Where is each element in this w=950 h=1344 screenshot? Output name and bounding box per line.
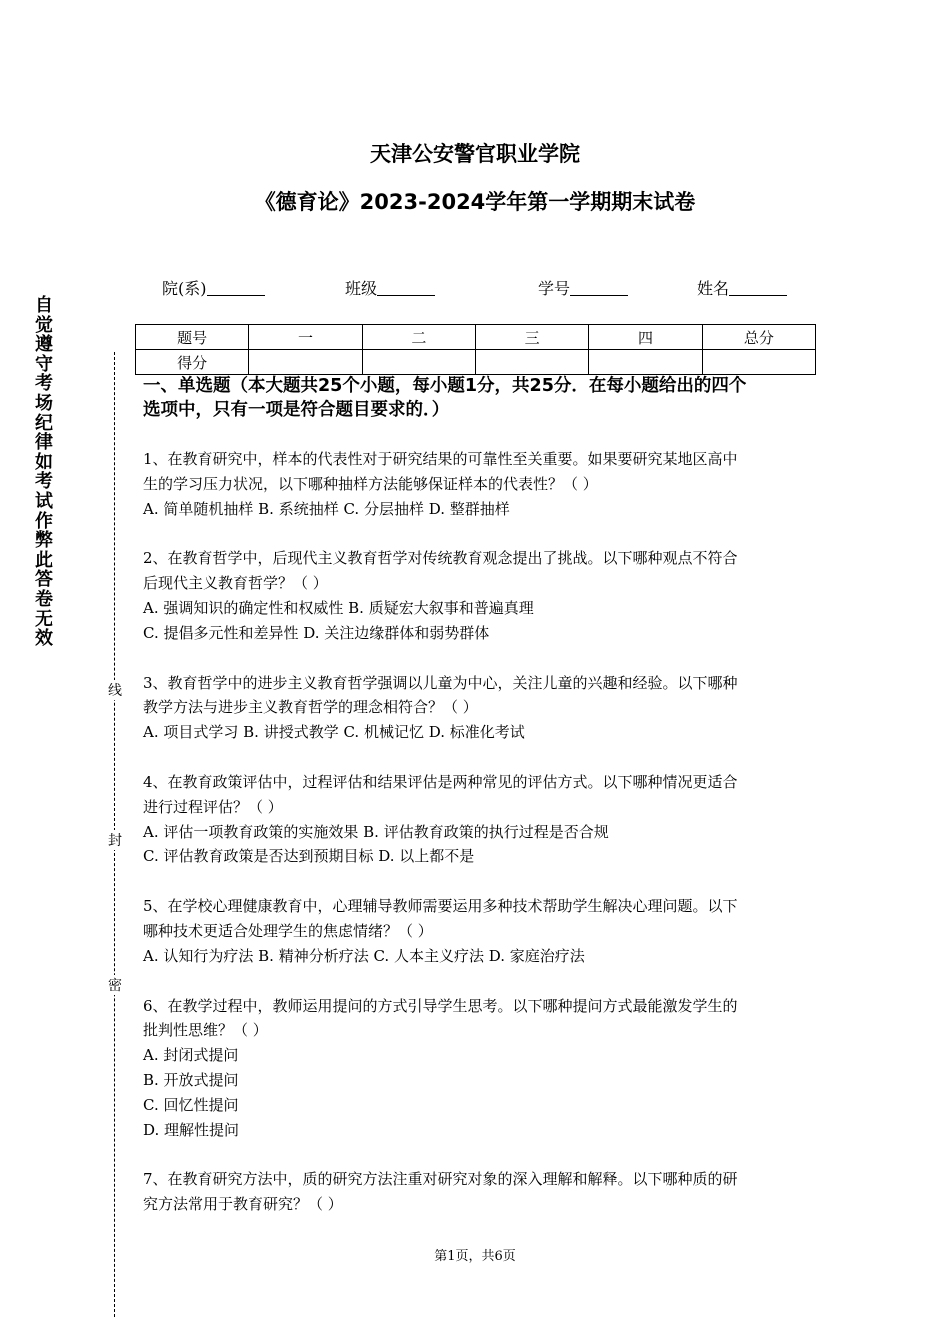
- name-field: [697, 276, 787, 299]
- question-text-line: 4、在教育政策评估中，过程评估和结果评估是两种常见的评估方式。以下哪种情况更适合: [143, 772, 738, 791]
- class-blank: [377, 279, 435, 296]
- score-table: [135, 324, 816, 375]
- question-options: C. 提倡多元性和差异性 D. 关注边缘群体和弱势群体: [143, 623, 490, 642]
- name-label: 姓名: [697, 279, 730, 298]
- question-option: B. 开放式提问: [143, 1070, 239, 1089]
- score-table-cell: 四: [589, 325, 702, 350]
- section-heading-line: 选项中，只有一项是符合题目要求的．）: [143, 400, 450, 420]
- score-table-cell: 题号: [136, 325, 249, 350]
- question-text-line: 3、教育哲学中的进步主义教育哲学强调以儿童为中心，关注儿童的兴趣和经验。以下哪种: [143, 673, 738, 692]
- class-field: [345, 276, 435, 299]
- question-text-line: 究方法常用于教育研究？（ ）: [143, 1195, 343, 1214]
- side-notice: 自觉遵守考场纪律如考试作弊此答卷无效: [35, 295, 53, 650]
- question-option: A. 封闭式提问: [143, 1046, 239, 1065]
- score-table-cell: 一: [249, 325, 362, 350]
- question-text-line: 5、在学校心理健康教育中，心理辅导教师需要运用多种技术帮助学生解决心理问题。以下: [143, 897, 738, 916]
- department-blank: [207, 279, 265, 296]
- question-text-line: 6、在教学过程中，教师运用提问的方式引导学生思考。以下哪种提问方式最能激发学生的: [143, 996, 738, 1015]
- question-2: [143, 546, 815, 645]
- seal-char-secret: 密: [106, 975, 124, 995]
- score-table-cell: 二: [362, 325, 475, 350]
- question-option: C. 回忆性提问: [143, 1095, 239, 1114]
- question-text-line: 2、在教育哲学中，后现代主义教育哲学对传统教育观念提出了挑战。以下哪种观点不符合: [143, 549, 738, 568]
- department-label: 院(系): [162, 279, 207, 298]
- score-cell: [702, 350, 815, 375]
- student-id-label: 学号: [538, 279, 571, 298]
- seal-char-seal: 封: [106, 830, 124, 850]
- question-text-line: 生的学习压力状况，以下哪种抽样方法能够保证样本的代表性？（ ）: [143, 474, 598, 493]
- student-info-row: [0, 276, 950, 300]
- question-text-line: 批判性思维？（ ）: [143, 1021, 268, 1040]
- score-table-score-row: [136, 350, 816, 375]
- question-4: [143, 770, 815, 869]
- question-options: A. 简单随机抽样 B. 系统抽样 C. 分层抽样 D. 整群抽样: [143, 499, 510, 518]
- question-options: A. 评估一项教育政策的实施效果 B. 评估教育政策的执行过程是否合规: [143, 822, 609, 841]
- name-blank: [729, 279, 787, 296]
- student-id-blank: [570, 279, 628, 296]
- question-text-line: 教学方法与进步主义教育哲学的理念相符合？（ ）: [143, 698, 478, 717]
- seal-char-line: 线: [106, 680, 124, 700]
- score-table-cell: 三: [475, 325, 588, 350]
- class-label: 班级: [345, 279, 378, 298]
- exam-title: 《德育论》2023-2024学年第一学期期末试卷: [254, 190, 696, 214]
- score-row-label: 得分: [136, 350, 249, 375]
- section-heading: [143, 374, 815, 422]
- score-table-header-row: [136, 325, 816, 350]
- question-5: [143, 894, 815, 968]
- score-table-cell: 总分: [702, 325, 815, 350]
- question-text-line: 进行过程评估？（ ）: [143, 797, 283, 816]
- question-options: A. 认知行为疗法 B. 精神分析疗法 C. 人本主义疗法 D. 家庭治疗法: [143, 946, 585, 965]
- question-1: [143, 447, 815, 521]
- question-options: A. 项目式学习 B. 讲授式教学 C. 机械记忆 D. 标准化考试: [143, 723, 525, 742]
- question-6: [143, 994, 815, 1143]
- section-heading-line: 一、单选题（本大题共25个小题，每小题1分，共25分．在每小题给出的四个: [143, 376, 747, 396]
- question-3: [143, 671, 815, 745]
- score-cell: [362, 350, 475, 375]
- question-option: D. 理解性提问: [143, 1120, 240, 1139]
- score-cell: [249, 350, 362, 375]
- question-text-line: 7、在教育研究方法中，质的研究方法注重对研究对象的深入理解和解释。以下哪种质的研: [143, 1170, 738, 1189]
- question-options: C. 评估教育政策是否达到预期目标 D. 以上都不是: [143, 847, 475, 866]
- score-cell: [475, 350, 588, 375]
- student-id-field: [538, 276, 628, 299]
- question-text-line: 1、在教育研究中，样本的代表性对于研究结果的可靠性至关重要。如果要研究某地区高中: [143, 450, 738, 468]
- page-number: 第1页，共6页: [434, 1249, 516, 1264]
- question-text-line: 后现代主义教育哲学？（ ）: [143, 574, 328, 593]
- department-field: [162, 276, 265, 299]
- question-options: A. 强调知识的确定性和权威性 B. 质疑宏大叙事和普遍真理: [143, 598, 534, 617]
- exam-content: [143, 374, 815, 1217]
- question-text-line: 哪种技术更适合处理学生的焦虑情绪？（ ）: [143, 921, 433, 940]
- score-cell: [589, 350, 702, 375]
- question-7: [143, 1167, 815, 1217]
- school-name: 天津公安警官职业学院: [370, 142, 580, 166]
